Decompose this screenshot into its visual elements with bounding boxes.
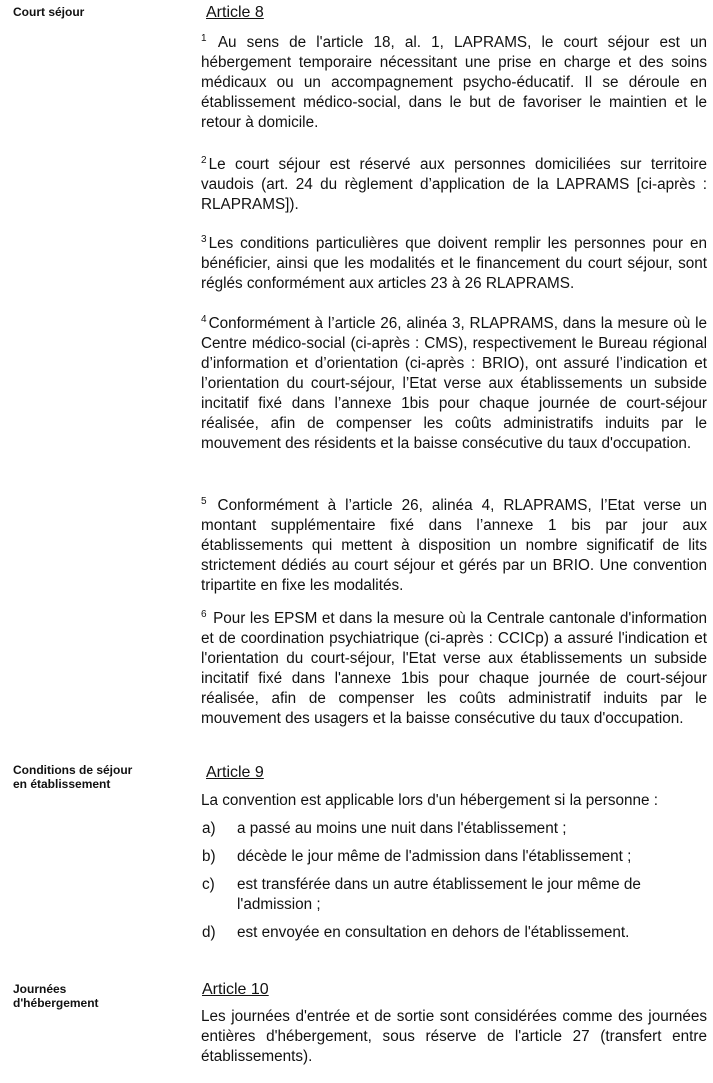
article-8-paragraph-3 bbox=[201, 234, 707, 294]
side-label-conditions-sejour bbox=[13, 763, 132, 791]
list-item-text: est envoyée en consultation en dehors de l'établissement. bbox=[237, 924, 630, 941]
list-item bbox=[202, 847, 702, 867]
paragraph-number: 1 bbox=[201, 33, 207, 44]
list-item-label: c) bbox=[202, 876, 215, 893]
article-9-intro: La convention est applicable lors d'un hébergement si la personne : bbox=[201, 792, 659, 809]
side-label-line: Journées bbox=[13, 982, 67, 996]
list-item bbox=[202, 923, 702, 943]
paragraph-text: Le court séjour est réservé aux personnes domiciliées sur territoire vaudois (art. 24 du règlement d’application de la LAPRAMS [ci-après : RLAPRAMS]). bbox=[201, 156, 707, 213]
side-label-journees-hebergement bbox=[13, 982, 99, 1010]
paragraph-text: Au sens de l'article 18, al. 1, LAPRAMS, le court séjour est un hébergement temporaire nécessitant une prise en charge et des soins médicaux ou un accompagnement psycho-éducatif. Il se déroule en établissement médico-social, dans le but de favoriser le maintien et le retour à domicile. bbox=[201, 34, 707, 131]
paragraph-text: Les conditions particulières que doivent remplir les personnes pour en bénéficier, ainsi que les modalités et le financement du court séjour, sont réglés conformément aux articles 23 à 26 RLAPRAMS. bbox=[201, 235, 707, 292]
paragraph-number: 2 bbox=[201, 155, 207, 166]
list-item bbox=[202, 875, 702, 915]
article-8-paragraph-1 bbox=[201, 33, 707, 133]
article-8-paragraph-4 bbox=[201, 314, 707, 454]
paragraph-number: 5 bbox=[201, 496, 207, 507]
article-8-heading: Article 8 bbox=[206, 4, 264, 21]
side-label-line: Conditions de séjour bbox=[13, 763, 133, 777]
list-item-label: b) bbox=[202, 848, 216, 865]
article-8-paragraph-2 bbox=[201, 155, 707, 215]
paragraph-text: Conformément à l’article 26, alinéa 4, RLAPRAMS, l’Etat verse un montant supplémentaire fixé dans l’annexe 1 bis par jour aux établissements qui mettent à disposition un nombre significatif de lits strictement dédiés au court séjour et gérés par un BRIO. Une convention tripartite en fixe les modalités. bbox=[201, 497, 707, 594]
list-item-text: est transférée dans un autre établissement le jour même de l'admission ; bbox=[237, 876, 641, 913]
article-10-paragraph: Les journées d'entrée et de sortie sont considérées comme des journées entières d'hébergement, sous réserve de l'article 27 (transfert entre établissements). bbox=[201, 1008, 707, 1065]
list-item-text: a passé au moins une nuit dans l'établissement ; bbox=[237, 820, 567, 837]
article-8-paragraph-6 bbox=[201, 609, 707, 729]
paragraph-text: Pour les EPSM et dans la mesure où la Centrale cantonale d'information et de coordination psychiatrique (ci-après : CCICp) a assuré l'indication et l'orientation du court-séjour, l'Etat verse aux établissements un subside incitatif fixé dans l'annexe 1bis pour chaque journée de court-séjour réalisée, afin de compenser les coûts administratif induits par le mouvement des usagers et la baisse consécutive du taux d'occupation. bbox=[201, 610, 707, 727]
paragraph-number: 4 bbox=[201, 314, 207, 325]
article-8-paragraph-5 bbox=[201, 496, 707, 596]
side-label-line: en établissement bbox=[13, 777, 111, 791]
list-item bbox=[202, 819, 702, 839]
list-item-label: a) bbox=[202, 820, 216, 837]
paragraph-number: 6 bbox=[201, 609, 207, 620]
article-9-heading: Article 9 bbox=[206, 764, 264, 781]
side-label-court-sejour: Court séjour bbox=[13, 5, 85, 19]
paragraph-number: 3 bbox=[201, 234, 207, 245]
list-item-text: décède le jour même de l'admission dans l'établissement ; bbox=[237, 848, 632, 865]
article-10-heading: Article 10 bbox=[202, 981, 269, 998]
paragraph-text: Conformément à l’article 26, alinéa 3, RLAPRAMS, dans la mesure où le Centre médico-social (ci-après : CMS), respectivement le Bureau régional d’information et d’orientation (ci-après : BRIO), ont assuré l’indication et l’orientation du court-séjour, l’Etat verse aux établissements un subside incitatif fixé dans l’annexe 1bis pour chaque journée de court-séjour réalisée, afin de compenser les coûts administratifs induits par le mouvement des résidents et la baisse consécutive du taux d'occupation. bbox=[201, 315, 707, 452]
list-item-label: d) bbox=[202, 924, 216, 941]
side-label-line: d'hébergement bbox=[13, 996, 99, 1010]
